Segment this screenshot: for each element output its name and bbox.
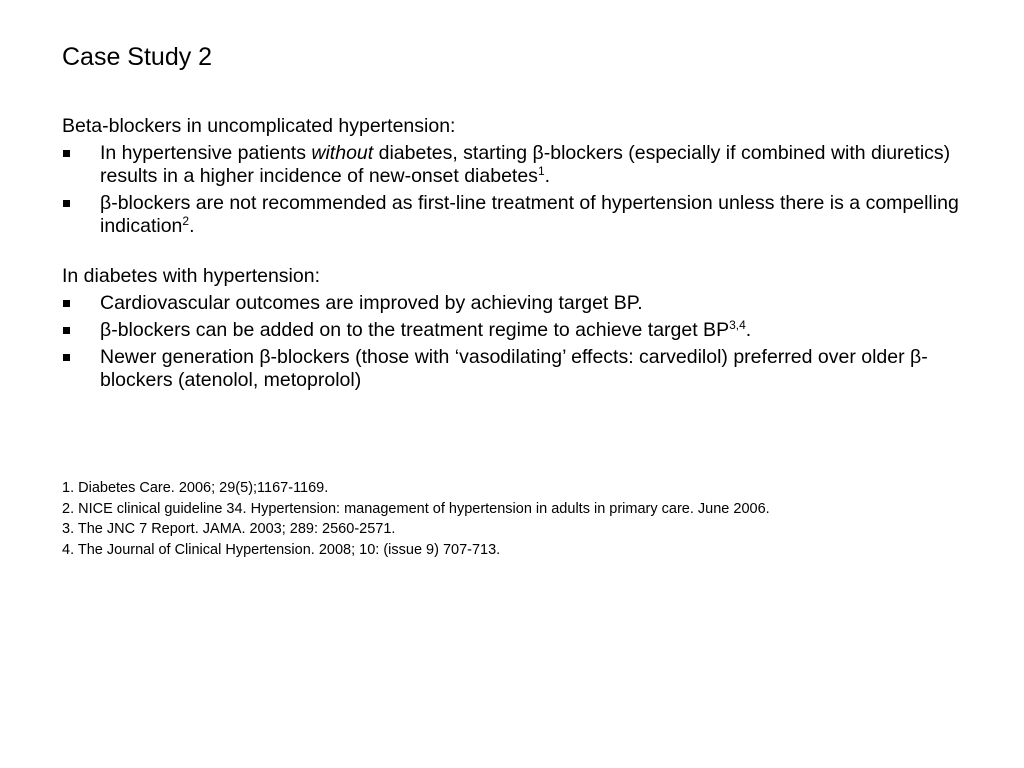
bullet-text-pre: In hypertensive patients	[100, 142, 312, 164]
slide-title: Case Study 2	[62, 43, 213, 71]
bullet-text-tail: .	[745, 319, 752, 341]
square-bullet-icon	[63, 200, 70, 207]
square-bullet-icon	[63, 354, 70, 361]
section-heading: In diabetes with hypertension:	[62, 265, 320, 287]
bullet-item	[62, 142, 962, 188]
bullet-text-tail: .	[544, 165, 551, 187]
bullet-text: Newer generation β-blockers (those with ‘vasodilating’ effects: carvedilol) preferred over older β-blockers (atenolol, metoprolol)	[100, 346, 928, 391]
section-diabetes-with-hypertension	[62, 265, 962, 396]
bullet-text: β-blockers are not recommended as first-line treatment of hypertension unless there is a compelling indication	[100, 192, 959, 237]
bullet-text-tail: .	[189, 215, 195, 237]
reference-item: 3. The JNC 7 Report. JAMA. 2003; 289: 2560-2571.	[62, 521, 396, 537]
bullet-item	[62, 192, 962, 238]
citation-superscript: 1	[537, 164, 545, 178]
bullet-item	[62, 346, 962, 392]
bullet-text-emphasis: without	[311, 142, 374, 164]
section-heading: Beta-blockers in uncomplicated hypertension:	[62, 115, 456, 137]
citation-superscript: 3,4	[729, 318, 746, 332]
reference-item: 2. NICE clinical guideline 34. Hypertension: management of hypertension in adults in primary care. June 2006.	[62, 500, 770, 517]
reference-item: 4. The Journal of Clinical Hypertension. 2008; 10: (issue 9) 707-713.	[62, 541, 501, 558]
reference-item: 1. Diabetes Care. 2006; 29(5);1167-1169.	[62, 480, 329, 496]
square-bullet-icon	[63, 327, 70, 334]
square-bullet-icon	[63, 150, 70, 157]
bullet-list	[62, 292, 962, 392]
square-bullet-icon	[63, 300, 70, 307]
references	[62, 478, 962, 560]
bullet-text: β-blockers can be added on to the treatment regime to achieve target BP	[100, 319, 730, 341]
bullet-text-post: diabetes, starting β-blockers (especially if combined with diuretics) results in a higher incidence of new-onset diabetes	[100, 142, 951, 187]
bullet-list	[62, 142, 962, 238]
section-uncomplicated-hypertension	[62, 115, 962, 242]
citation-superscript: 2	[182, 214, 190, 228]
bullet-item	[62, 319, 962, 342]
bullet-text: Cardiovascular outcomes are improved by achieving target BP.	[100, 292, 643, 314]
bullet-item	[62, 292, 962, 315]
